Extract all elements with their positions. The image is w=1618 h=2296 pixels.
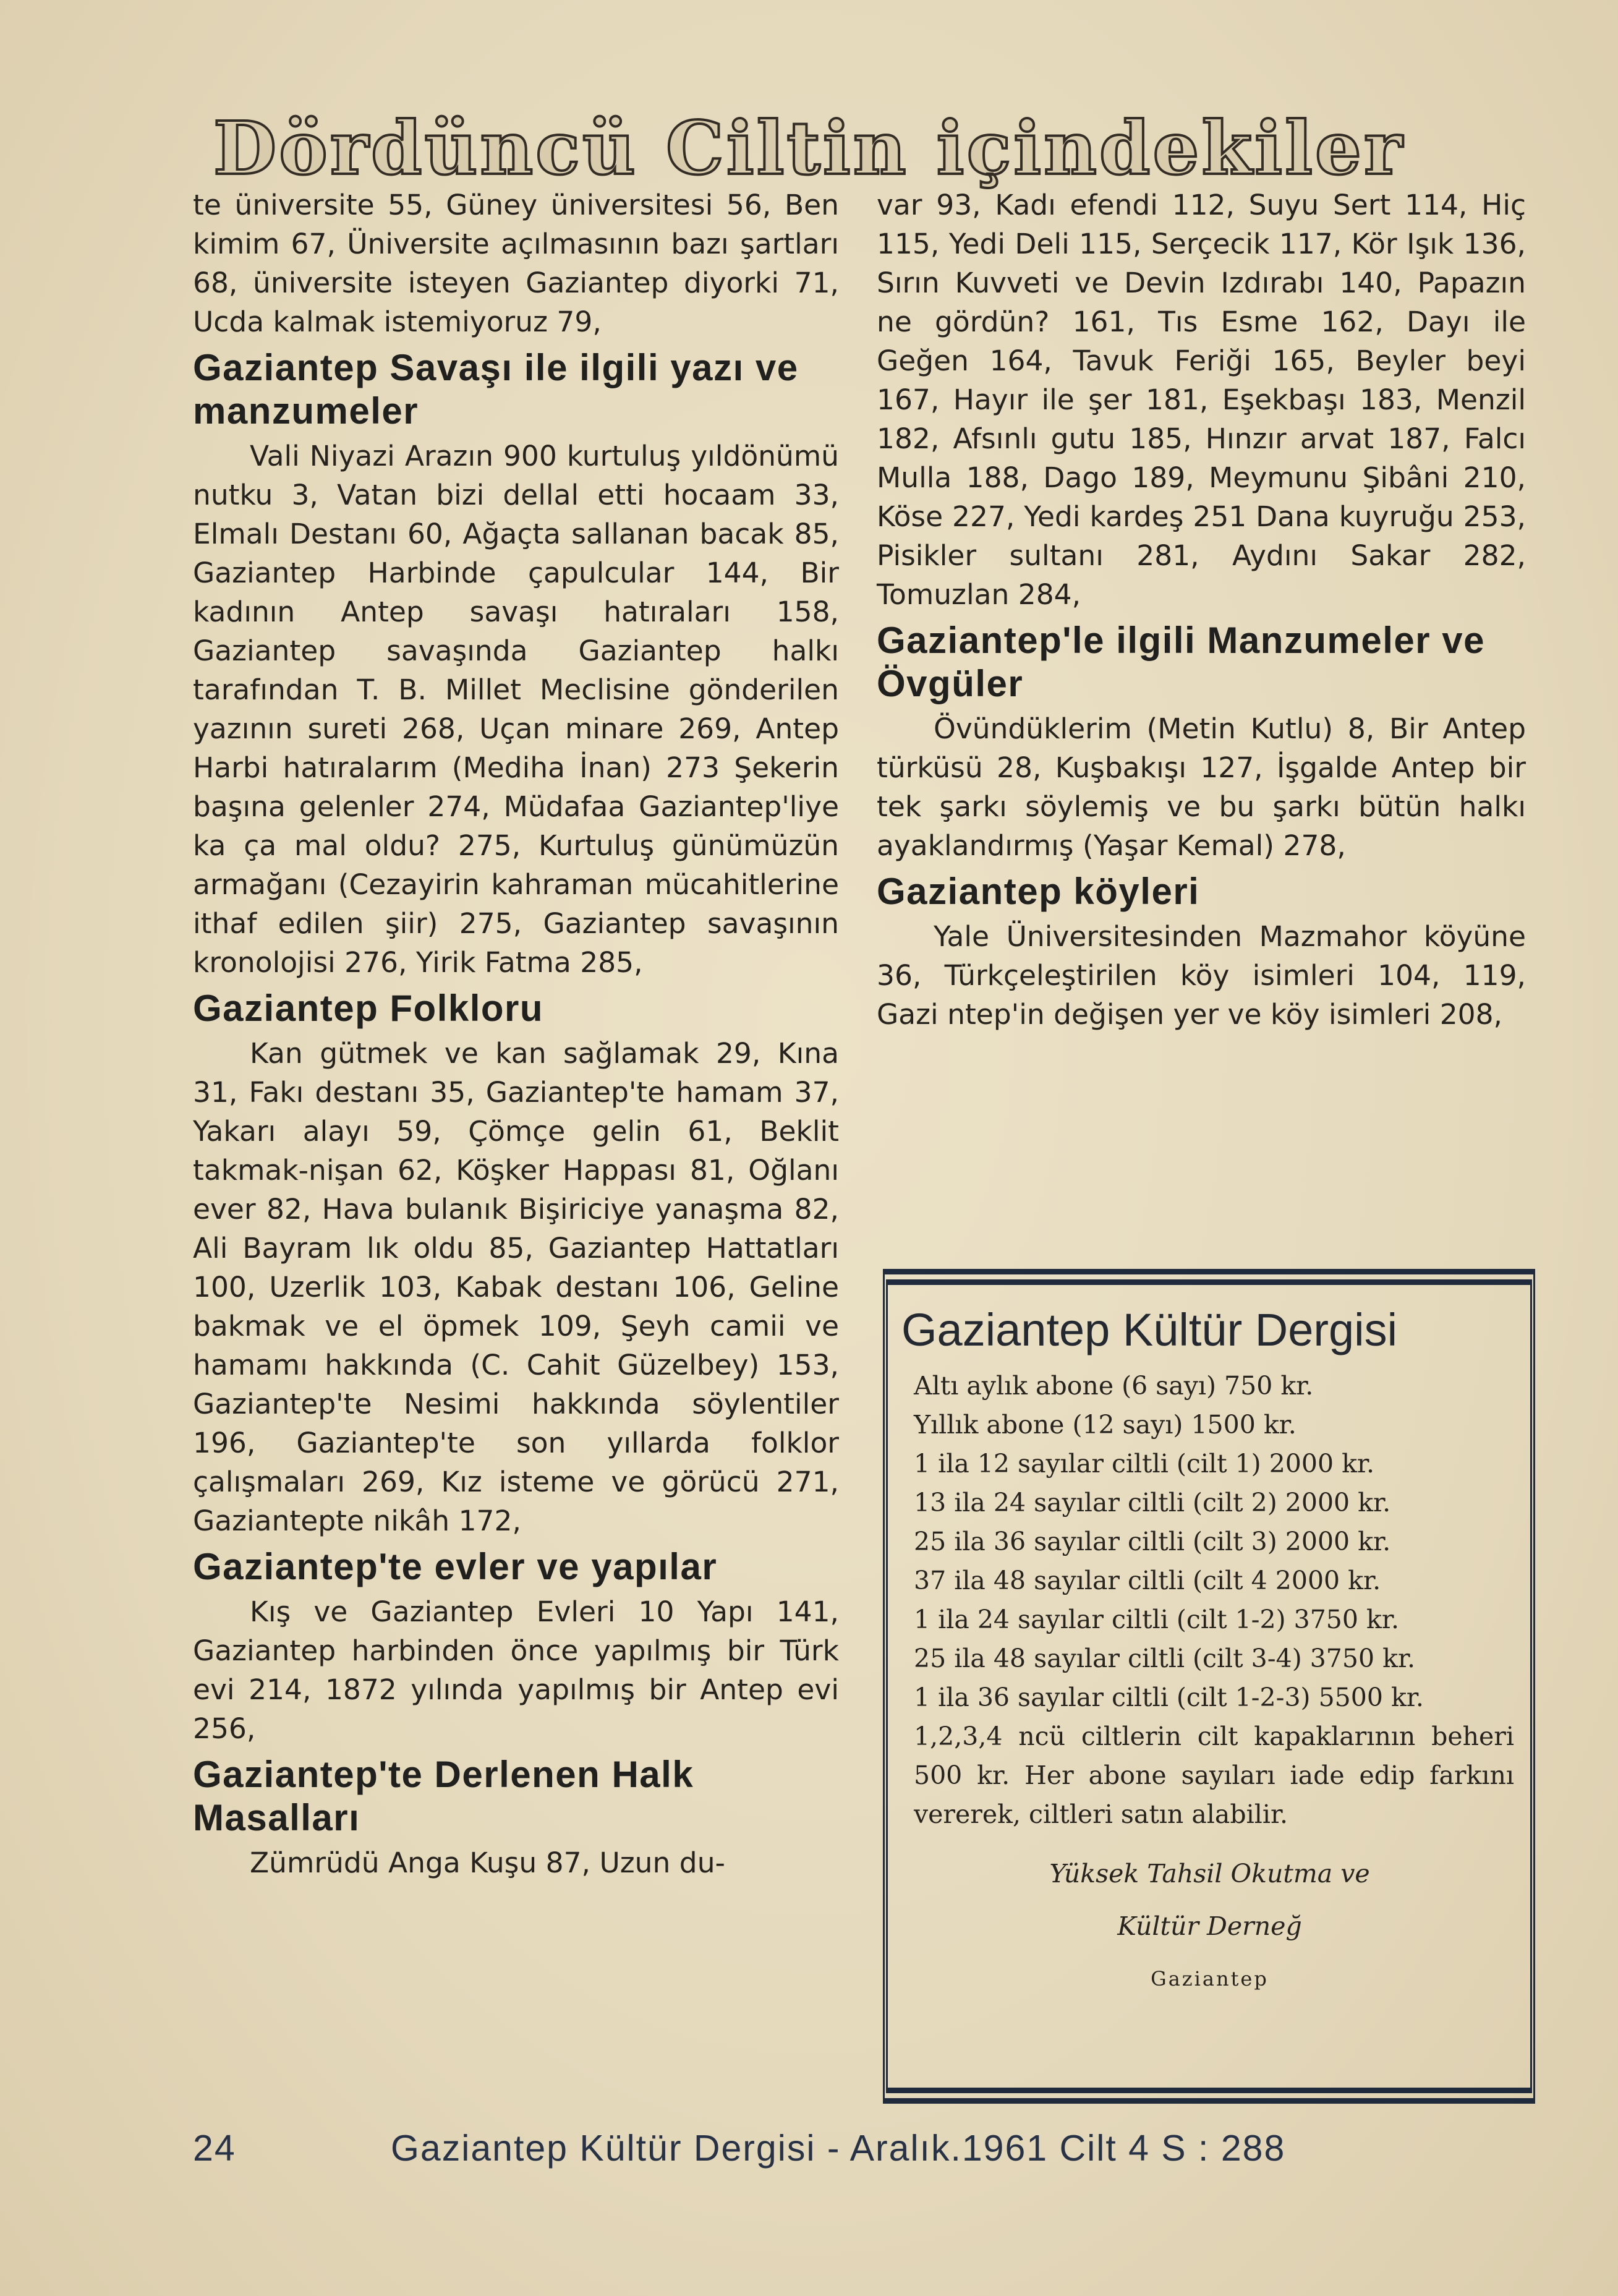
price-line: Altı aylık abone (6 sayı) 750 kr.: [914, 1371, 1314, 1401]
price-line: 1 ila 12 sayılar ciltli (cilt 1) 2000 kr.: [914, 1449, 1375, 1479]
publisher-signature: [901, 1848, 1518, 2005]
section-text-evler: Kış ve Gaziantep Evleri 10 Yapı 141, Gaziantep harbinden önce yapılmış bir Türk evi 214, 1872 yılında yapılmış bir Antep evi 256,: [193, 1595, 839, 1745]
price-line: 13 ila 24 sayılar ciltli (cilt 2) 2000 kr.: [914, 1488, 1391, 1517]
subscription-box-title: Gaziantep Kültür Dergisi: [901, 1304, 1398, 1355]
price-line: 37 ila 48 sayılar ciltli (cilt 4 2000 kr.: [914, 1566, 1381, 1595]
footer-publication-info: Gaziantep Kültür Dergisi - Aralık.1961 Cilt 4 S : 288: [391, 2128, 1286, 2169]
price-line: 1 ila 36 sayılar ciltli (cilt 1-2-3) 5500 kr.: [914, 1683, 1424, 1712]
masallar-continued-text: var 93, Kadı efendi 112, Suyu Sert 114, Hiç 115, Yedi Deli 115, Serçecik 117, Kör Işık 136, Sırın Kuvveti ve Devin Izdırabı 140, Papazın ne gördün? 161, Tıs Esme 162, Dayı ile Geğen 164, Tavuk Feriği 165, Beyler beyi 167, Hayır ile şer 181, Eşekbaşı 183, Menzil 182, Afsınlı gutu 185, Hınzır arvat 187, Falcı Mulla 188, Dago 189, Meymunu Şibâni 210, Köse 227, Yedi kardeş 251 Dana kuyruğu 253, Pisikler sultanı 281, Aydını Sakar 282, Tomuzlan 284,: [877, 189, 1526, 611]
section-heading-manzumeler: Gaziantep'le ilgili Manzumeler ve Övgüler: [877, 620, 1486, 704]
left-column: [193, 186, 839, 1882]
section-heading-folklor: Gaziantep Folkloru: [193, 988, 544, 1029]
signature-city: Gaziantep: [1151, 1967, 1269, 1991]
right-column: [877, 186, 1526, 1034]
price-line: 1 ila 24 sayılar ciltli (cilt 1-2) 3750 kr.: [914, 1605, 1399, 1634]
intro-text: te üniversite 55, Güney üniversitesi 56, Ben kimim 67, Üniversite açılmasının bazı şartları 68, üniversite isteyen Gaziantep diyorki 71, Ucda kalmak istemiyoruz 79,: [193, 189, 839, 338]
section-text-savas: Vali Niyazi Arazın 900 kurtuluş yıldönümü nutku 3, Vatan bizi dellal etti hocaam 33, Elmalı Destanı 60, Ağaçta sallanan bacak 85, Gaziantep Harbinde çapulcular 144, Bir kadının Antep savaşı hatıraları 158, Gaziantep savaşında Gaziantep halkı tarafından T. B. Millet Meclisine gönderilen yazının sureti 268, Uçan minare 269, Antep Harbi hatıralarım (Mediha İnan) 273 Şekerin başına gelenler 274, Müdafaa Gaziantep'liye ka ça mal oldu? 275, Kurtuluş günümüzün armağanı (Cezayirin kahraman mücahitlerine ithaf edilen şiir) 275, Gaziantep savaşının kronolojisi 276, Yirik Fatma 285,: [193, 440, 839, 979]
binding-note: 1,2,3,4 ncü ciltlerin cilt kapaklarının beheri 500 kr. Her abone sayıları iade edip farkını vererek, ciltleri satın alabilir.: [914, 1722, 1514, 1829]
section-heading-masallar: Gaziantep'te Derlenen Halk Masalları: [193, 1754, 694, 1838]
section-text-folklor: Kan gütmek ve kan sağlamak 29, Kına 31, Fakı destanı 35, Gaziantep'te hamam 37, Yakarı alayı 59, Çömçe gelin 61, Beklit takmak-nişan 62, Köşker Happası 81, Oğlanı ever 82, Hava bulanık Bişiriciye yanaşma 82, Ali Bayram lık oldu 85, Gaziantep Hattatları 100, Uzerlik 103, Kabak destanı 106, Geline bakmak ve el öpmek 109, Şeyh camii ve hamamı hakkında (C. Cahit Güzelbey) 153, Gaziantep'te Nesimi hakkında söylentiler 196, Gaziantep'te son yıllarda folklor çalışmaları 269, Kız isteme ve görücü 271, Gaziantepte nikâh 172,: [193, 1037, 839, 1537]
section-heading-evler: Gaziantep'te evler ve yapılar: [193, 1546, 718, 1587]
signature-line-1: Yüksek Tahsil Okutma ve: [1049, 1859, 1370, 1888]
page-footer: [193, 2127, 1528, 2177]
price-line: 25 ila 48 sayılar ciltli (cilt 3-4) 3750 kr.: [914, 1644, 1416, 1673]
section-text-koyler: Yale Üniversitesinden Mazmahor köyüne 36, Türkçeleştirilen köy isimleri 104, 119, Gazi ntep'in değişen yer ve köy isimleri 208,: [877, 920, 1526, 1031]
page-title: Dördüncü Ciltin içindekiler: [213, 105, 1405, 191]
subscription-box: [883, 1269, 1535, 2104]
signature-line-2: Kültür Derneğ: [1117, 1911, 1302, 1941]
subscription-box-content: [901, 1302, 1518, 2081]
section-text-masallar: Zümrüdü Anga Kuşu 87, Uzun du-: [250, 1846, 725, 1879]
page-number: 24: [193, 2128, 236, 2169]
section-heading-savas: Gaziantep Savaşı ile ilgili yazı ve manzumeler: [193, 347, 799, 432]
section-text-manzumeler: Övündüklerim (Metin Kutlu) 8, Bir Antep türküsü 28, Kuşbakışı 127, İşgalde Antep bir tek şarkı söylemiş ve bu şarkı bütün halkı ayaklandırmış (Yaşar Kemal) 278,: [877, 712, 1526, 862]
price-line: 25 ila 36 sayılar ciltli (cilt 3) 2000 kr.: [914, 1527, 1391, 1556]
price-line: Yıllık abone (12 sayı) 1500 kr.: [914, 1410, 1297, 1440]
section-heading-koyler: Gaziantep köyleri: [877, 871, 1200, 912]
